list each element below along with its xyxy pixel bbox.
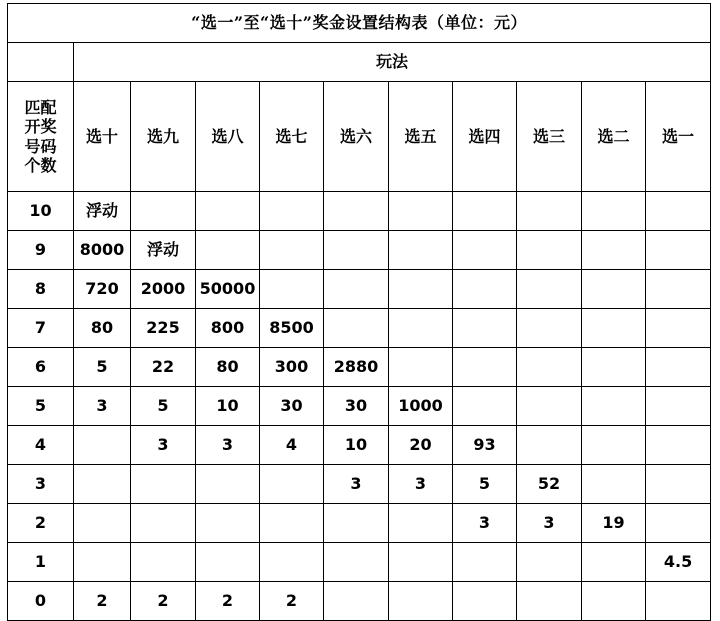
prize-cell <box>646 387 711 426</box>
prize-cell: 3 <box>324 465 389 504</box>
prize-cell <box>453 231 517 270</box>
prize-cell <box>324 309 389 348</box>
prize-cell: 4.5 <box>646 543 711 582</box>
prize-cell <box>389 348 453 387</box>
prize-cell <box>131 465 196 504</box>
prize-cell <box>453 192 517 231</box>
prize-cell <box>517 582 582 621</box>
match-count-header-line: 匹配 <box>24 98 57 118</box>
column-header: 选五 <box>389 82 453 192</box>
prize-cell: 3 <box>389 465 453 504</box>
prize-cell <box>260 504 324 543</box>
prize-cell <box>582 387 646 426</box>
prize-cell: 10 <box>324 426 389 465</box>
prize-cell <box>582 426 646 465</box>
prize-cell: 10 <box>196 387 260 426</box>
prize-cell: 22 <box>131 348 196 387</box>
prize-cell: 800 <box>196 309 260 348</box>
prize-cell <box>646 504 711 543</box>
prize-cell <box>260 270 324 309</box>
prize-cell <box>260 231 324 270</box>
prize-cell <box>517 270 582 309</box>
prize-cell <box>196 465 260 504</box>
match-count-cell: 3 <box>8 465 74 504</box>
prize-cell <box>389 309 453 348</box>
corner-blank-cell <box>8 43 74 82</box>
table-row <box>8 387 711 426</box>
table-row <box>8 348 711 387</box>
table-row <box>8 231 711 270</box>
prize-cell <box>453 582 517 621</box>
prize-cell <box>389 270 453 309</box>
prize-cell <box>453 309 517 348</box>
column-header: 选六 <box>324 82 389 192</box>
prize-cell <box>131 543 196 582</box>
prize-cell <box>453 270 517 309</box>
prize-cell: 3 <box>196 426 260 465</box>
prize-cell <box>517 387 582 426</box>
prize-cell: 浮动 <box>74 192 131 231</box>
match-count-cell: 5 <box>8 387 74 426</box>
prize-cell <box>196 543 260 582</box>
match-count-header-line: 个数 <box>24 155 57 175</box>
prize-cell <box>389 231 453 270</box>
prize-cell: 3 <box>453 504 517 543</box>
prize-cell <box>324 192 389 231</box>
prize-cell <box>131 192 196 231</box>
prize-cell <box>582 543 646 582</box>
column-header: 选三 <box>517 82 582 192</box>
prize-cell: 50000 <box>196 270 260 309</box>
match-count-header-line: 开奖 <box>24 117 57 137</box>
prize-cell <box>389 504 453 543</box>
prize-cell <box>74 426 131 465</box>
prize-cell <box>196 192 260 231</box>
prize-cell <box>453 543 517 582</box>
prize-cell: 80 <box>74 309 131 348</box>
match-count-cell: 6 <box>8 348 74 387</box>
prize-cell <box>646 582 711 621</box>
prize-cell <box>324 543 389 582</box>
prize-cell: 4 <box>260 426 324 465</box>
match-count-cell: 9 <box>8 231 74 270</box>
prize-cell <box>646 270 711 309</box>
prize-cell <box>196 231 260 270</box>
column-header: 选四 <box>453 82 517 192</box>
prize-cell <box>582 192 646 231</box>
match-count-cell: 0 <box>8 582 74 621</box>
prize-cell <box>646 309 711 348</box>
prize-cell <box>517 543 582 582</box>
prize-cell <box>582 348 646 387</box>
prize-cell: 3 <box>517 504 582 543</box>
prize-cell: 1000 <box>389 387 453 426</box>
prize-cell <box>582 582 646 621</box>
prize-cell: 225 <box>131 309 196 348</box>
match-count-cell: 1 <box>8 543 74 582</box>
match-count-header <box>8 82 74 192</box>
table-row <box>8 426 711 465</box>
column-header: 选八 <box>196 82 260 192</box>
prize-cell <box>582 309 646 348</box>
prize-cell <box>582 465 646 504</box>
prize-cell: 2 <box>196 582 260 621</box>
prize-cell <box>74 504 131 543</box>
column-header: 选十 <box>74 82 131 192</box>
prize-cell <box>646 348 711 387</box>
column-header: 选七 <box>260 82 324 192</box>
prize-cell: 2880 <box>324 348 389 387</box>
prize-cell <box>517 348 582 387</box>
prize-cell <box>324 504 389 543</box>
prize-cell <box>74 543 131 582</box>
play-type-group-header: 玩法 <box>74 43 711 82</box>
prize-cell <box>646 192 711 231</box>
prize-cell: 2 <box>74 582 131 621</box>
prize-cell <box>324 231 389 270</box>
prize-cell <box>131 504 196 543</box>
prize-cell: 5 <box>131 387 196 426</box>
column-header: 选一 <box>646 82 711 192</box>
table-row <box>8 504 711 543</box>
prize-cell <box>389 582 453 621</box>
match-count-cell: 4 <box>8 426 74 465</box>
column-header: 选二 <box>582 82 646 192</box>
table-row <box>8 192 711 231</box>
prize-cell <box>389 543 453 582</box>
prize-cell <box>260 465 324 504</box>
prize-cell <box>582 231 646 270</box>
prize-cell: 8000 <box>74 231 131 270</box>
prize-cell <box>646 465 711 504</box>
table-row <box>8 543 711 582</box>
prize-cell <box>517 309 582 348</box>
prize-cell <box>453 387 517 426</box>
match-count-cell: 8 <box>8 270 74 309</box>
prize-cell <box>517 231 582 270</box>
match-count-cell: 10 <box>8 192 74 231</box>
prize-table-container <box>7 3 711 621</box>
prize-cell: 2 <box>131 582 196 621</box>
prize-cell: 浮动 <box>131 231 196 270</box>
prize-cell <box>517 192 582 231</box>
match-count-cell: 7 <box>8 309 74 348</box>
prize-cell <box>74 465 131 504</box>
prize-cell: 3 <box>131 426 196 465</box>
prize-cell: 2 <box>260 582 324 621</box>
prize-cell: 5 <box>74 348 131 387</box>
prize-cell: 30 <box>324 387 389 426</box>
prize-cell: 93 <box>453 426 517 465</box>
prize-cell <box>324 582 389 621</box>
match-count-header-line: 号码 <box>24 136 57 156</box>
column-header: 选九 <box>131 82 196 192</box>
prize-cell: 2000 <box>131 270 196 309</box>
prize-cell <box>646 231 711 270</box>
prize-cell: 5 <box>453 465 517 504</box>
prize-cell: 8500 <box>260 309 324 348</box>
table-row <box>8 582 711 621</box>
prize-cell: 20 <box>389 426 453 465</box>
prize-cell <box>196 504 260 543</box>
prize-cell <box>260 543 324 582</box>
prize-structure-table <box>7 3 711 621</box>
prize-cell <box>260 192 324 231</box>
prize-cell: 19 <box>582 504 646 543</box>
table-title: “选一”至“选十”奖金设置结构表（单位：元） <box>8 4 711 43</box>
prize-cell: 720 <box>74 270 131 309</box>
prize-cell: 80 <box>196 348 260 387</box>
prize-cell <box>582 270 646 309</box>
prize-cell: 3 <box>74 387 131 426</box>
table-row <box>8 270 711 309</box>
table-row <box>8 309 711 348</box>
prize-cell <box>646 426 711 465</box>
table-row <box>8 465 711 504</box>
match-count-cell: 2 <box>8 504 74 543</box>
prize-cell: 52 <box>517 465 582 504</box>
prize-cell <box>324 270 389 309</box>
prize-cell: 300 <box>260 348 324 387</box>
prize-cell <box>453 348 517 387</box>
prize-cell: 30 <box>260 387 324 426</box>
prize-cell <box>389 192 453 231</box>
prize-cell <box>517 426 582 465</box>
